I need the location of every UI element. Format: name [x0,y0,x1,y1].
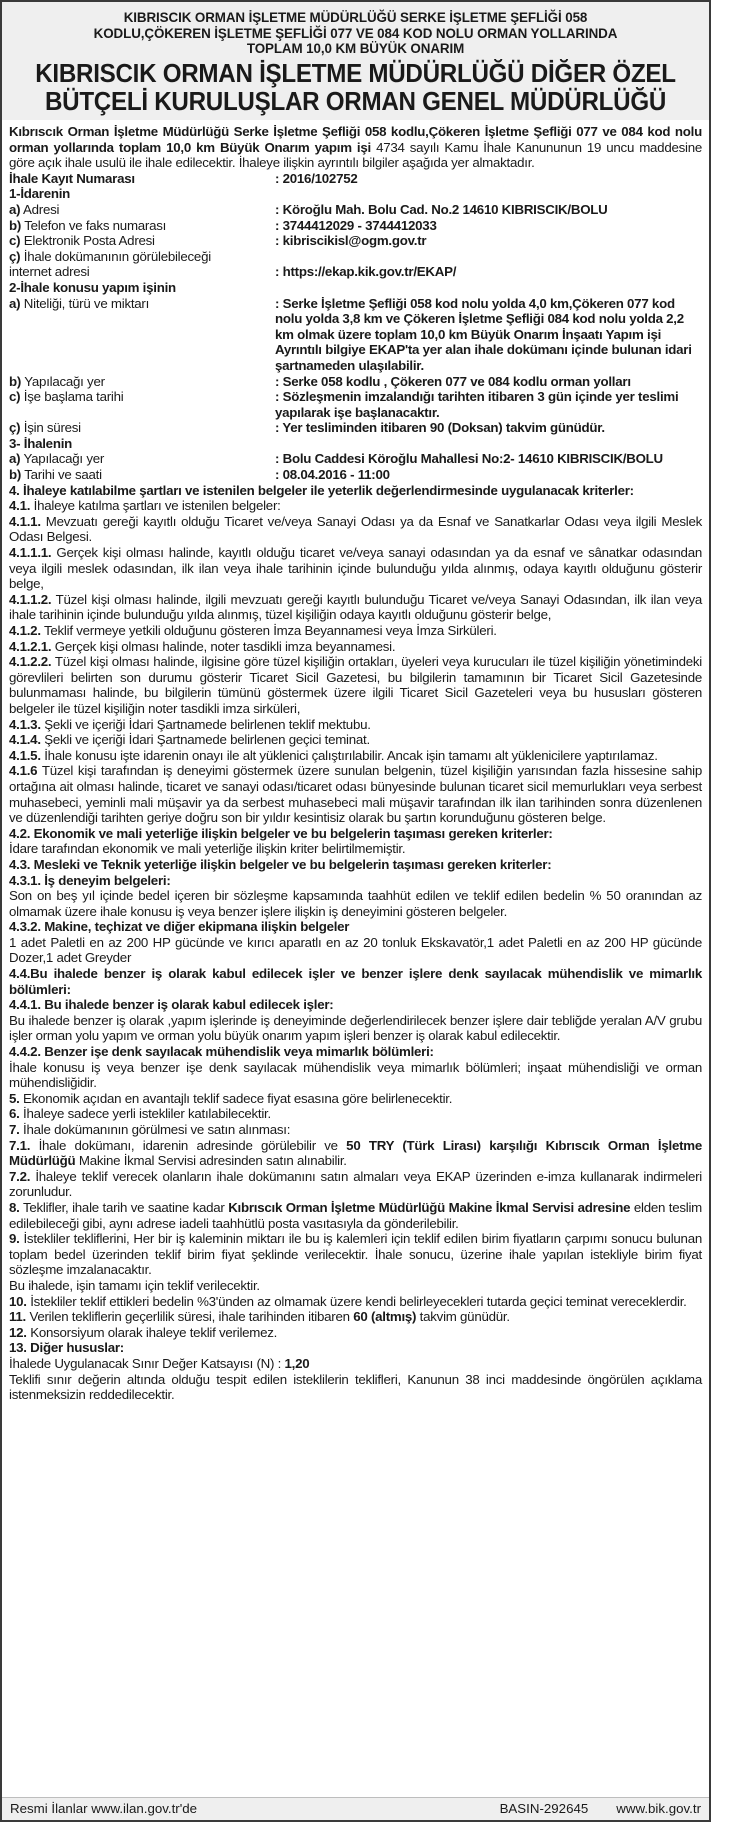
paragraph-7-2: 7.2. İhaleye teklif verecek olanların ihale dokümanını satın almaları veya EKAP üzerinden e-imza kullanarak indirmeleri zorunludur. [9,1168,702,1200]
start-date-row: c) İşe başlama tarihi : Sözleşmenin imzalandığı tarihten itibaren 3 gün içinde yer teslimi yapılarak işe başlanacaktır. [9,389,679,420]
notice-title [32,59,678,115]
subtitle-line: TOPLAM 10,0 KM BÜYÜK ONARIM [246,41,465,56]
criteria-paragraph: 6. İhaleye sadece yerli istekliler katılabilecektir. [9,1106,271,1122]
criteria-paragraph: İhale konusu iş veya benzer işe denk sayılacak mühendislik veya mimarlık bölümleri; inşaat mühendisliği ve orman mühendisliğidir. [9,1059,702,1091]
tender-datetime-row: b) Tarihi ve saati : 08.04.2016 - 11:00 [9,467,390,483]
title-line: BÜTÇELİ KURULUŞLAR ORMAN GENEL MÜDÜRLÜĞÜ [44,85,667,116]
paragraph-12: 12. Konsorsiyum olarak ihaleye teklif verilemez. [9,1324,278,1340]
threshold-coefficient: İhalede Uygulanacak Sınır Değer Katsayısı (N) : 1,20 [9,1355,310,1371]
criteria-paragraph: 1 adet Paletli en az 200 HP gücünde ve kırıcı aparatlı en az 20 tonluk Ekskavatör,1 adet Paletli en az 200 HP gücünde Dozer,1 adet Greyder [9,934,702,966]
criteria-paragraph: 5. Ekonomik açıdan en avantajlı teklif sadece fiyat esasına göre belirlenecektir. [9,1090,453,1106]
criteria-paragraph: 4.3. Mesleki ve Teknik yeterliğe ilişkin belgeler ve bu belgelerin taşıması gereken kriterler: [9,856,552,872]
paragraph-13-text: Teklifi sınır değerin altında olduğu tespit edilen isteklilerin teklifleri, Kanunun 38 inci maddesinde öngörülen açıklama istenmeksizin reddedilecektir. [9,1371,702,1403]
email-link[interactable]: : kibriscikisl@ogm.gov.tr [275,233,427,249]
notice-body [2,120,709,1403]
notice-header [2,2,709,120]
criteria-paragraph: 4.1.2.1. Gerçek kişi olması halinde, noter tasdikli imza beyannamesi. [9,638,396,654]
criteria-paragraph: 4.1.6 Tüzel kişi tarafından iş deneyimi göstermek üzere sunulan belgenin, tüzel kişiliğin yarısından fazla hissesine sahip ortağına ait olması halinde, ticaret ve sanayi odası/ticaret odası bünyesinde bulunan ticaret sicil memurlukları veya serbest muhasebeci, yeminli mali müşavir ya da serbest muhasebeci mali müşavir tarafından ilk ilan tarihinden sonra düzenlenen ve düzenlendiği tarihten geriye doğru son bir yıldır kesintisiz olarak bu şartın korunduğunu gösteren belge. [9,763,702,826]
registry-number-row: İhale Kayıt Numarası : 2016/102752 [9,170,358,186]
paragraph-10: 10. İstekliler teklif ettikleri bedelin %3'ünden az olmamak üzere kendi belirleyecekleri tutarda geçici teminat vereceklerdir. [9,1293,687,1309]
paragraph-11: 11. Verilen tekliflerin geçerlilik süresi, ihale tarihinden itibaren 60 (altmış) takvim günüdür. [9,1309,510,1325]
document-url-row: ç) İhale dokümanının görülebileceği internet adresi : https://ekap.kik.gov.tr/EKAP/ [9,249,702,280]
subtitle-line: KODLU,ÇÖKEREN İŞLETME ŞEFLİĞİ 077 VE 084 KOD NOLU ORMAN YOLLARINDA [93,25,618,41]
criteria-paragraph: 4.2. Ekonomik ve mali yeterliğe ilişkin belgeler ve bu belgelerin taşıması gereken kriterler: [9,825,553,841]
criteria-paragraph: 4.1.4. Şekli ve içeriği İdari Şartnamede belirlenen geçici teminat. [9,732,370,748]
criteria-paragraph: 4.1.2. Teklif vermeye yetkili olduğunu gösteren İmza Beyannamesi veya İmza Sirküleri. [9,623,497,638]
duration-row: ç) İşin süresi : Yer tesliminden itibaren 90 (Doksan) takvim günüdür. [9,420,605,436]
criteria-paragraph: 4. İhaleye katılabilme şartları ve istenilen belgeler ile yeterlik değerlendirmesinde uygulanacak kriterler: [9,482,634,498]
criteria-paragraph: 4.3.2. Makine, teçhizat ve diğer ekipmana ilişkin belgeler [9,919,350,935]
criteria-paragraph: 4.4.2. Benzer işe denk sayılacak mühendislik veya mimarlık bölümleri: [9,1044,434,1060]
ilan-link[interactable]: Resmi İlanlar www.ilan.gov.tr'de [10,1801,198,1816]
criteria-paragraph: 4.1.1.2. Tüzel kişi olması halinde, ilgili mevzuatı gereği kayıtlı bulunduğu Ticaret ve/veya Sanayi Odasından, ilk ilan veya ihale tarihinin içinde bulunduğu yılda alınmış, tüzel kişiliğin odaya kayıtlı olduğunu gösterir belge, [9,591,702,623]
criteria-paragraphs [9,483,702,1138]
work-location-row: b) Yapılacağı yer : Serke 058 kodlu , Çökeren 077 ve 084 kodlu orman yolları [9,373,631,389]
intro-paragraph: Kıbrıscık Orman İşletme Müdürlüğü Serke İşletme Şefliği 058 kodlu,Çökeren İşletme Şefliği 077 ve 084 kod nolu orman yollarında toplam 10,0 km Büyük Onarım yapım işi 4734 sayılı Kamu İhale Kanununun 19 uncu maddesine göre açık ihale usulü ile ihale edilecektir. İhaleye ilişkin ayrıntılı bilgiler aşağıda yer almaktadır. [9,124,702,171]
criteria-paragraph: 4.1.1.1. Gerçek kişi olması halinde, kayıtlı olduğu ticaret ve/veya sanayi odasından ya da esnaf ve sânatkar odasından veya ilgili meslek odasından, ilk ilan veya ihale tarihinin içinde bulunduğu yılda alınmış, odaya kayıtlı olduğunu gösterir belge, [9,545,702,592]
tender-location-row: a) Yapılacağı yer : Bolu Caddesi Köroğlu Mahallesi No:2- 14610 KIBRISCIK/BOLU [9,451,663,467]
notice-subtitle [8,10,703,57]
address-row: a) Adresi : Köroğlu Mah. Bolu Cad. No.2 14610 KIBRISCIK/BOLU [9,201,608,217]
section1-heading: 1-İdarenin [9,186,71,202]
paragraph-13-heading: 13. Diğer hususlar: [9,1340,124,1356]
criteria-paragraph: İdare tarafından ekonomik ve mali yeterliğe ilişkin kriter belirtilmemiştir. [9,841,406,857]
criteria-paragraph: 4.1.5. İhale konusu işte idarenin onayı ile alt yüklenici çalıştırılabilir. Ancak işin tamamı alt yüklenicilere yaptırılamaz. [9,747,658,763]
basin-code: BASIN-292645 [499,1801,589,1816]
criteria-paragraph: 7. İhale dokümanının görülmesi ve satın alınması: [9,1122,291,1137]
paragraph-8: 8. Teklifler, ihale tarih ve saatine kadar Kıbrıscık Orman İşletme Müdürlüğü Makine İkmal Servisi adresine elden teslim edilebileceği gibi, aynı adrese iadeli taahhütlü posta vasıtasıyla da gönderilebilir. [9,1199,702,1231]
bik-link[interactable]: www.bik.gov.tr [616,1801,701,1816]
section3-heading: 3- İhalenin [9,435,73,451]
criteria-paragraph: 4.1. İhaleye katılma şartları ve istenilen belgeler: [9,498,281,514]
ekap-link[interactable]: : https://ekap.kik.gov.tr/EKAP/ [275,264,457,280]
criteria-paragraph: Bu ihalede benzer iş olarak ,yapım işlerinde iş deneyiminde değerlendirilecek benzer işlere dair tebliğde yeralan A/V grubu işler orman yolu yapım ve orman yolu büyük onarım yapım işleri benzer iş olarak kabul edilecektir. [9,1012,702,1044]
phone-fax-row: b) Telefon ve faks numarası : 3744412029 - 3744412033 [9,217,437,233]
criteria-paragraph: 4.4.1. Bu ihalede benzer iş olarak kabul edilecek işler: [9,997,334,1013]
criteria-paragraph: 4.1.2.2. Tüzel kişi olması halinde, ilgisine göre tüzel kişiliğin ortakları, üyeleri veya kurucuları ile tüzel kişiliğin yönetimindeki görevlileri belirten son durumu gösterir Ticaret Sicil Gazetesi, bu bilgilerin tamamının bir Ticaret Sicil Gazetesinde bulunmaması halinde, bu bilgilerin tümünü göstermek üzere ilgili Ticaret Sicil Gazeteleri veya bu hususları gösteren belgeler ile tüzel kişiliğin noter tasdikli imza sirküleri, [9,654,702,716]
criteria-paragraph: 4.3.1. İş deneyim belgeleri: [9,872,171,888]
criteria-paragraph: 4.4.Bu ihalede benzer iş olarak kabul edilecek işler ve benzer işlere denk sayılacak mühendislik ve mimarlık bölümleri: [9,966,702,997]
paragraph-9: 9. İstekliler tekliflerini, Her bir iş kaleminin miktarı ile bu iş kalemleri için teklif edilen birim fiyatların çarpımı sonucu bulunan toplam bedel üzerinden teklif birim fiyat şeklinde verilecektir. İhale sonucu, üzerine ihale yapılan istekliyle birim fiyat sözleşme imzalanacaktır. [9,1231,702,1278]
section2-heading: 2-İhale konusu yapım işinin [9,279,176,295]
subtitle-line: KIBRISCIK ORMAN İŞLETME MÜDÜRLÜĞÜ SERKE İŞLETME ŞEFLİĞİ 058 [123,10,588,25]
criteria-paragraph: 4.1.1. Mevzuatı gereği kayıtlı olduğu Ticaret ve/veya Sanayi Odası ya da Esnaf ve Sanatkarlar Odası veya ilgili Meslek Odası Belgesi. [9,513,702,545]
title-line: KIBRISCIK ORMAN İŞLETME MÜDÜRLÜĞÜ DİĞER ÖZEL [35,57,676,88]
paragraph-9b: Bu ihalede, işin tamamı için teklif verilecektir. [9,1277,260,1293]
paragraph-7-1: 7.1. İhale dokümanı, idarenin adresinde görülebilir ve 50 TRY (Türk Lirası) karşılığı Kıbrıscık Orman İşletme Müdürlüğü Makine İkmal Servisi adresinden satın alınabilir. [9,1137,702,1169]
email-row: c) Elektronik Posta Adresi : kibriscikisl@ogm.gov.tr [9,233,702,249]
notice-footer [2,1797,709,1820]
work-nature-row: a) Niteliği, türü ve miktarı : Serke İşletme Şefliği 058 kod nolu yolda 4,0 km,Çökeren 077 kod nolu yolda 3,8 km ve Çökeren İşletme Şefliği 084 kod nolu yolda 2,2 km olmak üzere toplam 10,0 km Büyük Onarım İnşaatı Yapım işi Ayrıntılı bilgiye EKAP'ta yer alan ihale dokümanı içinde bulunan idari şartnameden ulaşılabilir. [9,295,692,373]
criteria-paragraph: Son on beş yıl içinde bedel içeren bir sözleşme kapsamında taahhüt edilen ve teklif edilen bedelin % 50 oranından az olmamak üzere ihale konusu iş veya benzer işlere ilişkin iş deneyimini gösteren belgeler. [9,888,702,919]
criteria-paragraph: 4.1.3. Şekli ve içeriği İdari Şartnamede belirlenen teklif mektubu. [9,716,371,732]
